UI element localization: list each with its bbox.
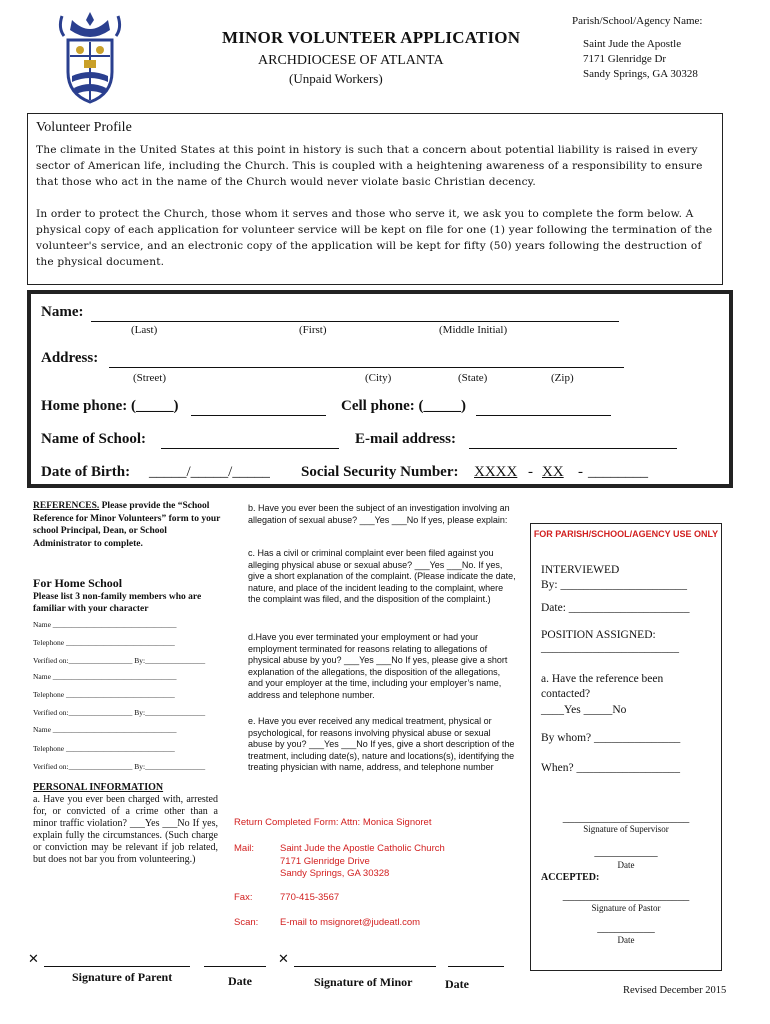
supervisor-date-line[interactable]: ___________: [594, 846, 658, 858]
parish-street: 7171 Glenridge Dr: [583, 53, 667, 65]
personal-info-heading: PERSONAL INFORMATION: [33, 782, 164, 793]
office-use-box: [530, 523, 722, 971]
home-phone-label: Home phone: (_____): [41, 398, 179, 414]
city-caption: (City): [365, 372, 392, 384]
archdiocese-name: ARCHDIOCESE OF ATLANTA: [258, 53, 444, 68]
last-name-caption: (Last): [131, 324, 158, 336]
reference-2-phone-field[interactable]: Telephone _____________________________: [33, 690, 175, 699]
archdiocese-crest-icon: [50, 10, 130, 105]
scan-email[interactable]: E-mail to msignoret@judeatl.com: [280, 917, 421, 928]
parent-date-label: Date: [228, 974, 252, 988]
ssn-label: Social Security Number:: [301, 464, 459, 480]
reference-1-verified-field[interactable]: Verified on:_________________ By:________________: [33, 656, 206, 665]
form-title: MINOR VOLUNTEER APPLICATION: [222, 28, 521, 47]
by-whom-field[interactable]: By whom? _______________: [541, 732, 681, 744]
reference-1-name-field[interactable]: Name _________________________________: [33, 620, 177, 629]
minor-date-line[interactable]: [448, 966, 504, 967]
home-phone-input-line[interactable]: [191, 415, 326, 416]
school-name-label: Name of School:: [41, 431, 146, 447]
interviewed-by-field[interactable]: By: ______________________: [541, 579, 687, 591]
reference-contacted-yes-no[interactable]: ____Yes _____No: [541, 704, 627, 716]
ssn-part-2: XX: [542, 464, 564, 480]
volunteer-profile-heading: Volunteer Profile: [36, 120, 132, 135]
question-b: b. Have you ever been the subject of an investigation involving an allegation of sexual abuse? ___Yes ___No If yes, please explain:: [248, 503, 510, 525]
unpaid-workers-note: (Unpaid Workers): [289, 71, 383, 86]
profile-paragraph-2: In order to protect the Church, those whom it serves and those who serve it, we ask you to complete the form below. A physical copy of each application for volunteer service will be kept on file for one (1) year following the termination of the volunteer's service, and an electronic copy of the application will be kept for fifty (50) years following the destruction of the physical document.: [36, 208, 713, 268]
home-school-heading: For Home School: [33, 576, 123, 590]
name-input-line[interactable]: [91, 321, 619, 322]
email-label: E-mail address:: [355, 431, 456, 447]
revision-date: Revised December 2015: [623, 985, 727, 996]
scan-label: Scan:: [234, 917, 259, 928]
fax-number: 770-415-3567: [280, 892, 340, 903]
parent-signature-mark-icon: ✕: [28, 951, 39, 966]
parent-date-line[interactable]: [204, 966, 266, 967]
references-instructions: [33, 500, 223, 550]
position-assigned-field[interactable]: ________________________: [541, 642, 679, 654]
references-text: Please provide the “School Reference for Minor Volunteers” form to your school Principal, Dean, or School Administrator to complete.: [33, 501, 221, 549]
state-caption: (State): [458, 372, 488, 384]
zip-caption: (Zip): [551, 372, 574, 384]
question-e: e. Have you ever received any medical treatment, physical or psychological, for reasons involving physical abuse or sexual abuse by you? ___Yes ___No If yes, give a short description of the treatment, including date(s), nature and locations(s), identifying the treating physician with name, address, and telephone number: [248, 716, 515, 772]
position-assigned-label: POSITION ASSIGNED:: [541, 629, 656, 641]
supervisor-signature-label: Signature of Supervisor: [583, 824, 669, 834]
school-name-input-line[interactable]: [161, 448, 339, 449]
office-use-heading: FOR PARISH/SCHOOL/AGENCY USE ONLY: [533, 529, 719, 539]
minor-date-label: Date: [445, 977, 469, 991]
mail-line-3: Sandy Springs, GA 30328: [280, 868, 390, 879]
question-d: d.Have you ever terminated your employment or had your employment terminated for reasons relating to allegations of physical abuse by you? ___Yes ___No If yes, please give a short explanation of the allegations, the disposition of the allegations, and your employer at the time, including your employer’s name, address and telephone number.: [248, 632, 508, 700]
question-c: c. Has a civil or criminal complaint ever been filed against you alleging physical abuse or sexual abuse? ___Yes ___No. If yes, give a short explanation of the complaint. (Please indicate the date, nature, and place of the incident leading to the complaint, where the complaint was filed, and the disposition of the complaint.): [248, 548, 516, 604]
cell-phone-label: Cell phone: (_____): [341, 398, 466, 414]
interviewed-label: INTERVIEWED: [541, 564, 620, 576]
reference-3-phone-field[interactable]: Telephone _____________________________: [33, 744, 175, 753]
mail-label: Mail:: [234, 843, 255, 854]
ssn-part-1: XXXX: [474, 464, 518, 480]
pastor-date-line[interactable]: __________: [597, 922, 655, 934]
reference-1-phone-field[interactable]: Telephone _____________________________: [33, 638, 175, 647]
return-heading: Return Completed Form: Attn: Monica Signoret: [234, 817, 432, 828]
reference-3-verified-field[interactable]: Verified on:_________________ By:________________: [33, 762, 206, 771]
ssn-last-four-input[interactable]: ________: [588, 464, 648, 480]
when-field[interactable]: When? __________________: [541, 762, 680, 774]
supervisor-date-label: Date: [617, 860, 635, 870]
address-input-line[interactable]: [109, 367, 624, 368]
street-caption: (Street): [133, 372, 166, 384]
dob-input[interactable]: _____/_____/_____: [149, 464, 270, 480]
interviewed-date-field[interactable]: Date: _____________________: [541, 602, 690, 614]
reference-contacted-question: a. Have the reference been contacted?: [541, 673, 664, 700]
applicant-info-box: [27, 290, 733, 488]
profile-paragraph-1: The climate in the United States at this point in history is such that a concern about potential liability is raised in every sector of American life, including the Church. This is coupled with a heightening awareness of a responsibility to ensure that those who act in the name of the Church would never violate basic Christian decency.: [36, 144, 703, 188]
reference-2-verified-field[interactable]: Verified on:_________________ By:________________: [33, 708, 206, 717]
home-school-instructions: Please list 3 non-family members who are familiar with your character: [33, 592, 202, 614]
personal-info-question-a: a. Have you ever been charged with, arrested for, or convicted of a crime other than a minor traffic violation? ___Yes ___No If yes, explain fully the circumstances. (Such charge or conviction may be relevant if job related, but does not bar you from volunteering.): [33, 794, 218, 865]
minor-signature-line[interactable]: [294, 966, 436, 967]
dob-label: Date of Birth:: [41, 464, 131, 480]
parent-signature-label: Signature of Parent: [72, 970, 173, 984]
first-name-caption: (First): [299, 324, 327, 336]
volunteer-profile-box: [27, 113, 723, 285]
reference-3-name-field[interactable]: Name _________________________________: [33, 725, 177, 734]
ssn-dash-2: -: [578, 464, 583, 480]
references-heading: REFERENCES.: [33, 501, 100, 511]
middle-initial-caption: (Middle Initial): [439, 324, 508, 336]
address-label: Address:: [41, 350, 99, 366]
mail-address: [280, 843, 445, 881]
ssn-dash-1: -: [528, 464, 533, 480]
mail-line-2: 7171 Glenridge Drive: [280, 855, 370, 867]
cell-phone-input-line[interactable]: [476, 415, 611, 416]
minor-signature-mark-icon: ✕: [278, 951, 289, 966]
pastor-signature-label: Signature of Pastor: [591, 903, 661, 913]
name-label: Name:: [41, 304, 84, 320]
minor-signature-label: Signature of Minor: [314, 975, 413, 989]
fax-label: Fax:: [234, 892, 253, 903]
pastor-signature-line[interactable]: ______________________: [562, 890, 690, 902]
parish-address: [583, 37, 698, 82]
mail-line-1: Saint Jude the Apostle Catholic Church: [280, 843, 445, 854]
email-input-line[interactable]: [469, 448, 677, 449]
parish-label: Parish/School/Agency Name:: [572, 15, 703, 27]
reference-2-name-field[interactable]: Name _________________________________: [33, 672, 177, 681]
parish-name: Saint Jude the Apostle: [583, 38, 682, 50]
supervisor-signature-line[interactable]: ______________________: [562, 812, 690, 824]
accepted-label: ACCEPTED:: [541, 872, 600, 883]
pastor-date-label: Date: [617, 935, 635, 945]
parish-city: Sandy Springs, GA 30328: [583, 68, 698, 80]
parent-signature-line[interactable]: [44, 966, 190, 967]
